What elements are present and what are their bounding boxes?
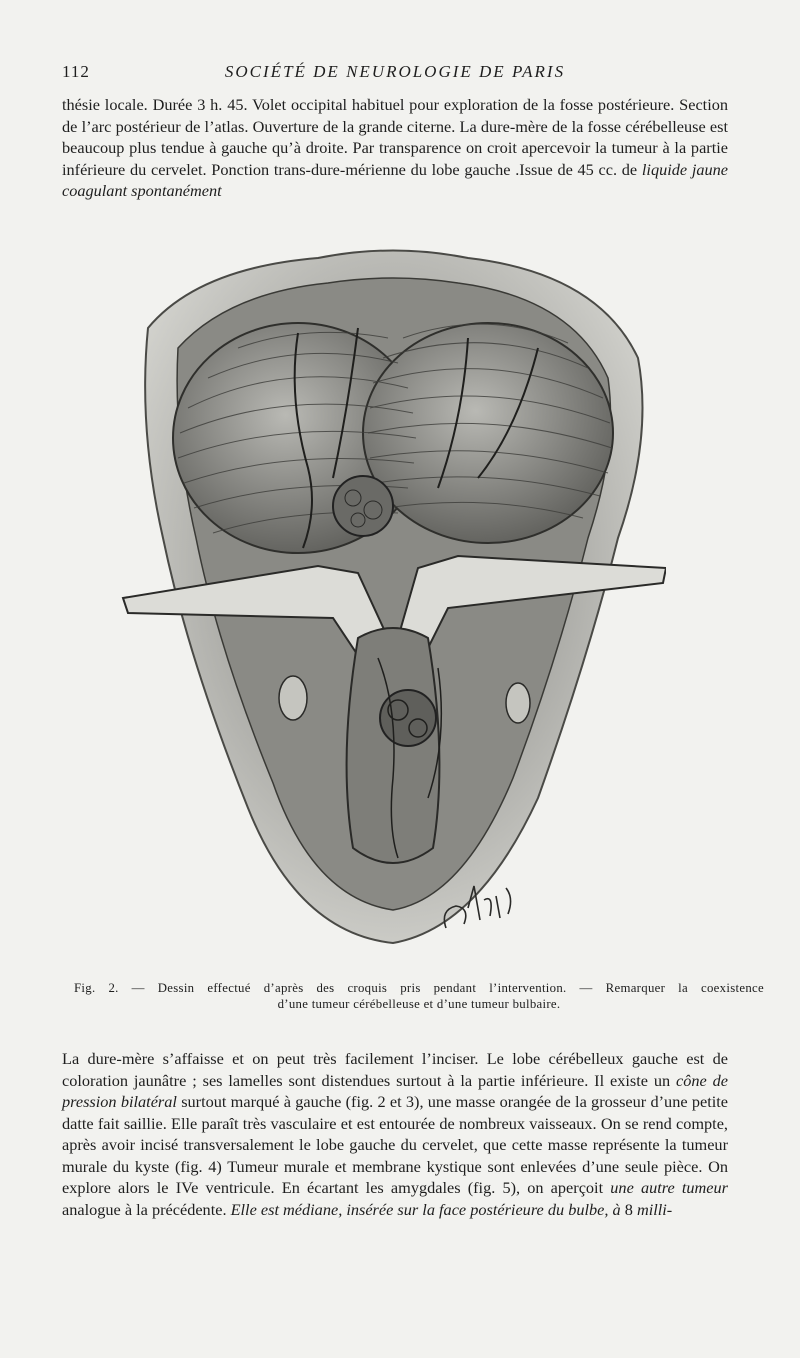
anatomical-drawing-posterior-fossa — [118, 238, 666, 958]
caption-line-2: d’une tumeur cérébelleuse et d’une tumeur bulbaire. — [277, 997, 561, 1011]
top-paragraph — [62, 94, 728, 202]
caption-line-1: Fig. 2. — Dessin effectué d’après des croquis pris pendant l’intervention. — Remarquer la coexistence — [74, 981, 764, 995]
bottom-s6: Elle est médiane, insérée sur la face postérieure du bulbe, à — [230, 1199, 621, 1219]
bottom-s4: une autre tumeur — [610, 1178, 728, 1197]
figure-caption — [74, 980, 764, 1012]
bulbar-tumor — [380, 690, 436, 746]
bottom-s3: surtout marqué à gauche (fig. 2 et 3), une masse orangée de la grosseur d’une petite datte fait saillie. Elle paraît très vasculaire et est entourée de nombreux vaisseaux. On se rend compte, après avoir incisé transversalement le lobe gauche du cervelet, que cette masse représente la tumeur murale du kyste (fig. 4) Tumeur murale et membrane kystique sont enlevées d’une seule pièce. On explore alors le IVe ventricule. En écartant les amygdales (fig. 5), on aperçoit — [62, 1092, 728, 1197]
figure-2 — [118, 238, 666, 958]
right-cerebellar-lobe — [363, 323, 613, 543]
right-vertebral-opening — [506, 683, 530, 723]
bottom-s5: analogue à la précédente. — [62, 1199, 231, 1219]
bottom-paragraph — [62, 1048, 728, 1220]
page-number: 112 — [62, 62, 90, 81]
bottom-s8: milli- — [636, 1199, 673, 1219]
cerebellar-tumor — [333, 476, 393, 536]
bottom-s2: cône de pression bilatéral — [62, 1070, 728, 1111]
running-title: SOCIÉTÉ DE NEUROLOGIE DE PARIS — [224, 62, 566, 81]
bottom-s1: La dure-mère s’affaisse et on peut très facilement l’inciser. Le lobe cérébelleux gauche est de coloration jaunâtre ; ses lamelles sont distendues surtout à la partie inférieure. Il existe un — [62, 1049, 728, 1090]
top-paragraph-part1: thésie locale. Durée 3 h. 45. Volet occipital habituel pour exploration de la fosse postérieure. Section de l’arc postérieur de l’atlas. Ouverture de la grande citerne. La dure-mère de la fosse cérébelleuse est beaucoup plus tendue à gauche qu’à droite. Par transparence on croit apercevoir la tumeur à la partie inférieure du cervelet. Ponction trans-dure-mérienne du lobe gauche .Issue de 45 cc. de — [62, 95, 728, 179]
left-vertebral-opening — [279, 676, 307, 720]
bottom-s7: 8 — [620, 1199, 637, 1219]
top-paragraph-italic: liquide jaune coagulant spontanément — [62, 159, 729, 200]
page-header — [62, 62, 728, 86]
top-paragraph-text — [62, 94, 728, 202]
medulla — [347, 628, 440, 863]
bottom-paragraph-text — [62, 1048, 728, 1220]
